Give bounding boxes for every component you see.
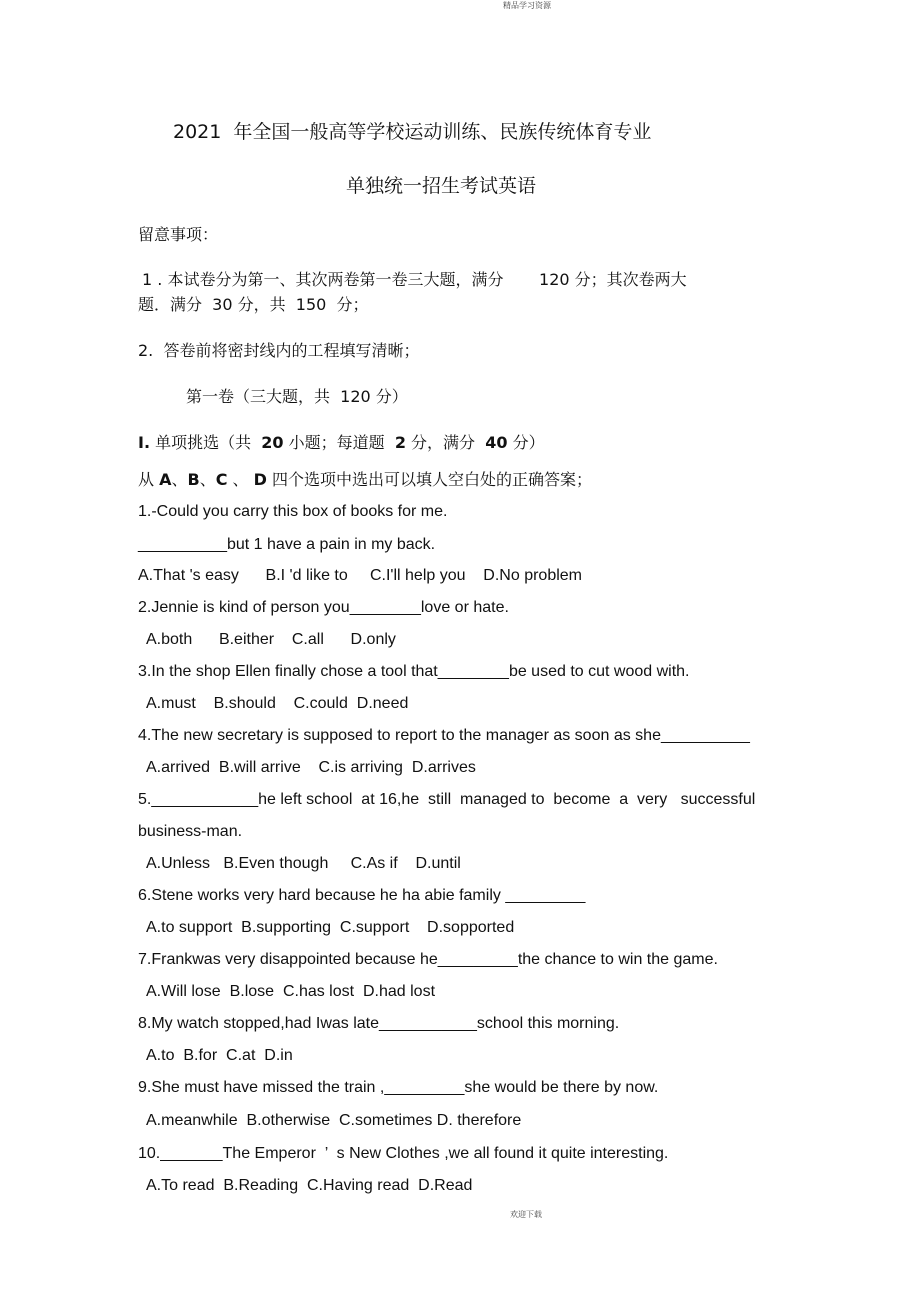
question-5-stem-cont: business-man. bbox=[138, 823, 243, 840]
question-10-options: A.To read B.Reading C.Having read D.Read bbox=[138, 1177, 473, 1194]
volume-1-heading: 第一卷（三大题，共 120 分） bbox=[186, 387, 408, 406]
question-5-stem: 5.____________he left school at 16,he still managed to become a very successful bbox=[138, 791, 756, 808]
question-1-options: A.That 's easy B.I 'd like to C.I'll help you D.No problem bbox=[138, 567, 583, 584]
question-9-stem: 9.She must have missed the train ,_________she would be there by now. bbox=[138, 1079, 659, 1096]
section-number: I. bbox=[138, 433, 151, 452]
page-header-note: 精品学习资源 bbox=[503, 1, 551, 10]
question-1-reply: __________but 1 have a pain in my back. bbox=[138, 536, 436, 553]
section-1-heading: I. 单项挑选（共 20 小题；每道题 2 分，满分 40 分） bbox=[138, 433, 545, 452]
question-7-stem: 7.Frankwas very disappointed because he_________the chance to win the game. bbox=[138, 951, 718, 968]
question-3-stem: 3.In the shop Ellen finally chose a tool that________be used to cut wood with. bbox=[138, 663, 690, 680]
question-6-options: A.to support B.supporting C.support D.sopported bbox=[138, 919, 515, 936]
question-7-options: A.Will lose B.lose C.has lost D.had lost bbox=[138, 983, 436, 1000]
section-1-instruction: 从 A、B、C 、 D 四个选项中选出可以填人空白处的正确答案； bbox=[138, 470, 593, 489]
question-9-options: A.meanwhile B.otherwise C.sometimes D. therefore bbox=[138, 1112, 522, 1129]
question-6-stem: 6.Stene works very hard because he ha abie family _________ bbox=[138, 887, 586, 904]
question-1-stem: 1.-Could you carry this box of books for me. bbox=[138, 503, 448, 520]
question-2-stem: 2.Jennie is kind of person you________love or hate. bbox=[138, 599, 509, 616]
question-4-options: A.arrived B.will arrive C.is arriving D.arrives bbox=[138, 759, 476, 776]
page-footer-note: 欢迎下载 bbox=[510, 1210, 542, 1219]
exam-title-line-2: 单独统一招生考试英语 bbox=[346, 175, 537, 197]
question-8-stem: 8.My watch stopped,had Iwas late___________school this morning. bbox=[138, 1015, 620, 1032]
note-item-2: 2. 答卷前将密封线内的工程填写清晰； bbox=[138, 341, 420, 360]
question-2-options: A.both B.either C.all D.only bbox=[138, 631, 396, 648]
note-item-1-line-1: 1 . 本试卷分为第一、其次两卷第一卷三大题，满分 120 分；其次卷两大 bbox=[142, 270, 687, 289]
note-item-1-line-2: 题．满分 30 分，共 150 分； bbox=[138, 295, 369, 314]
question-4-stem: 4.The new secretary is supposed to report to the manager as soon as she__________ bbox=[138, 727, 750, 744]
question-10-stem: 10._______The Emperor ’ s New Clothes ,we all found it quite interesting. bbox=[138, 1145, 669, 1162]
notes-heading: 留意事项： bbox=[138, 225, 219, 244]
question-8-options: A.to B.for C.at D.in bbox=[138, 1047, 293, 1064]
question-3-options: A.must B.should C.could D.need bbox=[138, 695, 409, 712]
exam-title-line-1: 2021 年全国一般高等学校运动训练、民族传统体育专业 bbox=[173, 121, 652, 143]
question-5-options: A.Unless B.Even though C.As if D.until bbox=[138, 855, 461, 872]
